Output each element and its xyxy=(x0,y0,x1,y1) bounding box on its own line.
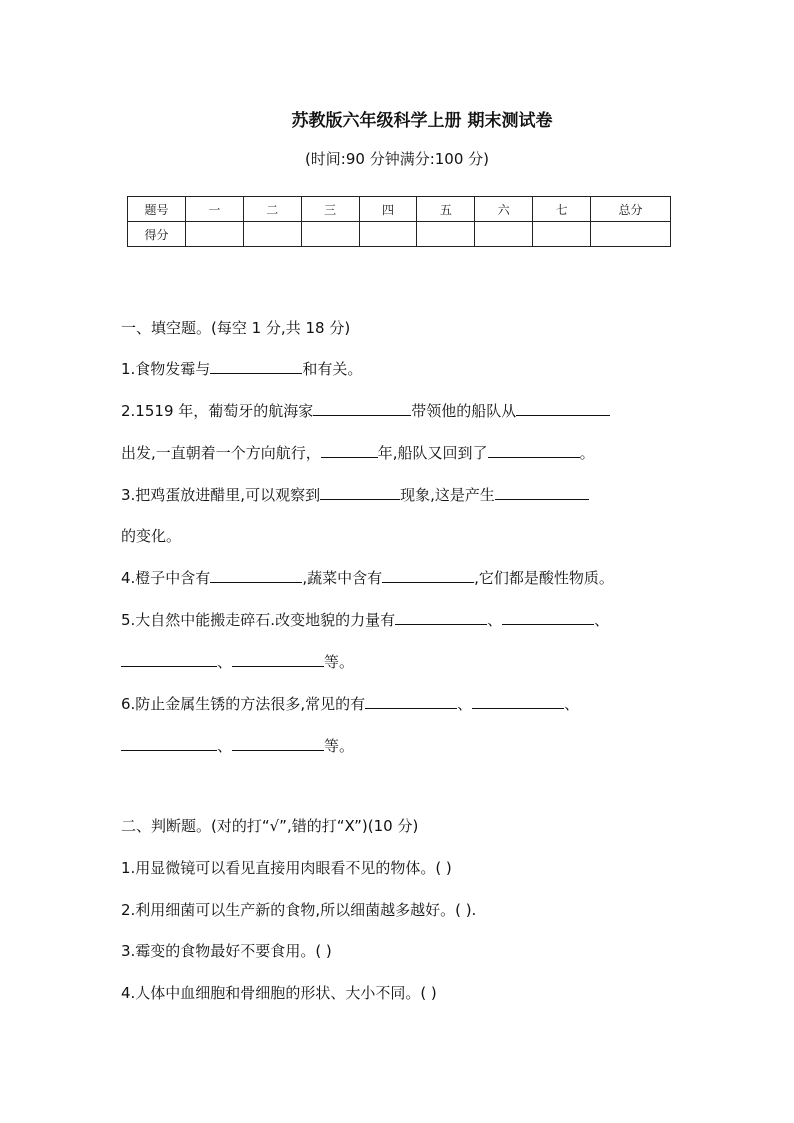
answer-blank[interactable] xyxy=(516,400,610,416)
separator: 、 xyxy=(487,611,503,629)
question-1-5-cont xyxy=(121,651,354,672)
separator: 、 xyxy=(217,737,233,755)
separator: 、 xyxy=(457,695,473,713)
answer-blank[interactable] xyxy=(495,484,589,500)
question-1-4 xyxy=(121,567,614,588)
answer-blank[interactable] xyxy=(382,567,474,583)
question-text: 6.防止金属生锈的方法很多,常见的有 xyxy=(121,695,366,713)
score-table-header-cell: 五 xyxy=(417,197,475,222)
score-table-header-cell: 三 xyxy=(301,197,359,222)
answer-blank[interactable] xyxy=(320,484,400,500)
score-table-score-row xyxy=(128,222,671,247)
answer-blank[interactable] xyxy=(210,567,302,583)
answer-blank[interactable] xyxy=(321,442,378,458)
section-1-heading: 一、填空题。(每空 1 分,共 18 分) xyxy=(121,319,351,337)
question-text: 出发,一直朝着一个方向航行， xyxy=(121,444,321,462)
question-text: 5.大自然中能搬走碎石.改变地貌的力量有 xyxy=(121,611,396,629)
question-text: 现象,这是产生 xyxy=(400,486,495,504)
question-text: 和有关。 xyxy=(302,360,363,378)
question-1-2-cont xyxy=(121,442,595,463)
question-1-6 xyxy=(121,693,579,714)
page-title: 苏教版六年级科学上册 期末测试卷 xyxy=(291,111,553,131)
score-cell[interactable] xyxy=(475,222,533,247)
question-text: 等。 xyxy=(324,737,355,755)
exam-subtitle: (时间:90 分钟满分:100 分) xyxy=(304,150,490,168)
answer-blank[interactable] xyxy=(121,735,217,751)
answer-blank[interactable] xyxy=(232,735,324,751)
question-2-2: 2.利用细菌可以生产新的食物,所以细菌越多越好。( ). xyxy=(121,901,477,919)
separator: 、 xyxy=(594,611,610,629)
score-table-header-cell: 六 xyxy=(475,197,533,222)
score-table-header-cell: 一 xyxy=(185,197,243,222)
question-1-5 xyxy=(121,609,609,630)
score-cell[interactable] xyxy=(359,222,417,247)
question-text: 等。 xyxy=(324,653,355,671)
question-text: 1.食物发霉与 xyxy=(121,360,211,378)
separator: 、 xyxy=(564,695,580,713)
score-cell[interactable] xyxy=(417,222,475,247)
separator: 、 xyxy=(217,653,233,671)
question-text: 带领他的船队从 xyxy=(411,402,517,420)
section-2-heading: 二、判断题。(对的打“√”,错的打“X”)(10 分) xyxy=(121,817,419,835)
question-text: 2.1519 年，葡萄牙的航海家 xyxy=(121,402,314,420)
answer-blank[interactable] xyxy=(210,358,302,374)
question-1-3-cont: 的变化。 xyxy=(121,527,182,545)
score-table-header-cell: 七 xyxy=(533,197,591,222)
question-2-4: 4.人体中血细胞和骨细胞的形状、大小不同。( ) xyxy=(121,984,437,1002)
score-cell[interactable] xyxy=(533,222,591,247)
answer-blank[interactable] xyxy=(121,651,217,667)
question-1-1 xyxy=(121,358,362,379)
question-text: 年,船队又回到了 xyxy=(377,444,488,462)
score-cell[interactable] xyxy=(301,222,359,247)
question-2-3: 3.霉变的食物最好不要食用。( ) xyxy=(121,942,332,960)
score-row-label: 得分 xyxy=(128,222,186,247)
score-table-header-cell: 二 xyxy=(243,197,301,222)
answer-blank[interactable] xyxy=(313,400,411,416)
answer-blank[interactable] xyxy=(232,651,324,667)
question-text: ,它们都是酸性物质。 xyxy=(474,569,614,587)
score-cell[interactable] xyxy=(591,222,671,247)
score-table-header-cell: 总分 xyxy=(591,197,671,222)
score-cell[interactable] xyxy=(243,222,301,247)
question-text: 4.橙子中含有 xyxy=(121,569,211,587)
answer-blank[interactable] xyxy=(365,693,457,709)
score-table-header-cell: 题号 xyxy=(128,197,186,222)
question-text: 3.把鸡蛋放进醋里,可以观察到 xyxy=(121,486,321,504)
answer-blank[interactable] xyxy=(488,442,580,458)
score-cell[interactable] xyxy=(185,222,243,247)
question-1-3 xyxy=(121,484,589,505)
answer-blank[interactable] xyxy=(472,693,564,709)
answer-blank[interactable] xyxy=(395,609,487,625)
question-text: ,蔬菜中含有 xyxy=(302,569,383,587)
score-table xyxy=(127,196,671,247)
question-text: 。 xyxy=(579,444,595,462)
answer-blank[interactable] xyxy=(502,609,594,625)
score-table-header-row xyxy=(128,197,671,222)
question-1-6-cont xyxy=(121,735,354,756)
question-1-2 xyxy=(121,400,610,421)
question-2-1: 1.用显微镜可以看见直接用肉眼看不见的物体。( ) xyxy=(121,859,452,877)
score-table-header-cell: 四 xyxy=(359,197,417,222)
